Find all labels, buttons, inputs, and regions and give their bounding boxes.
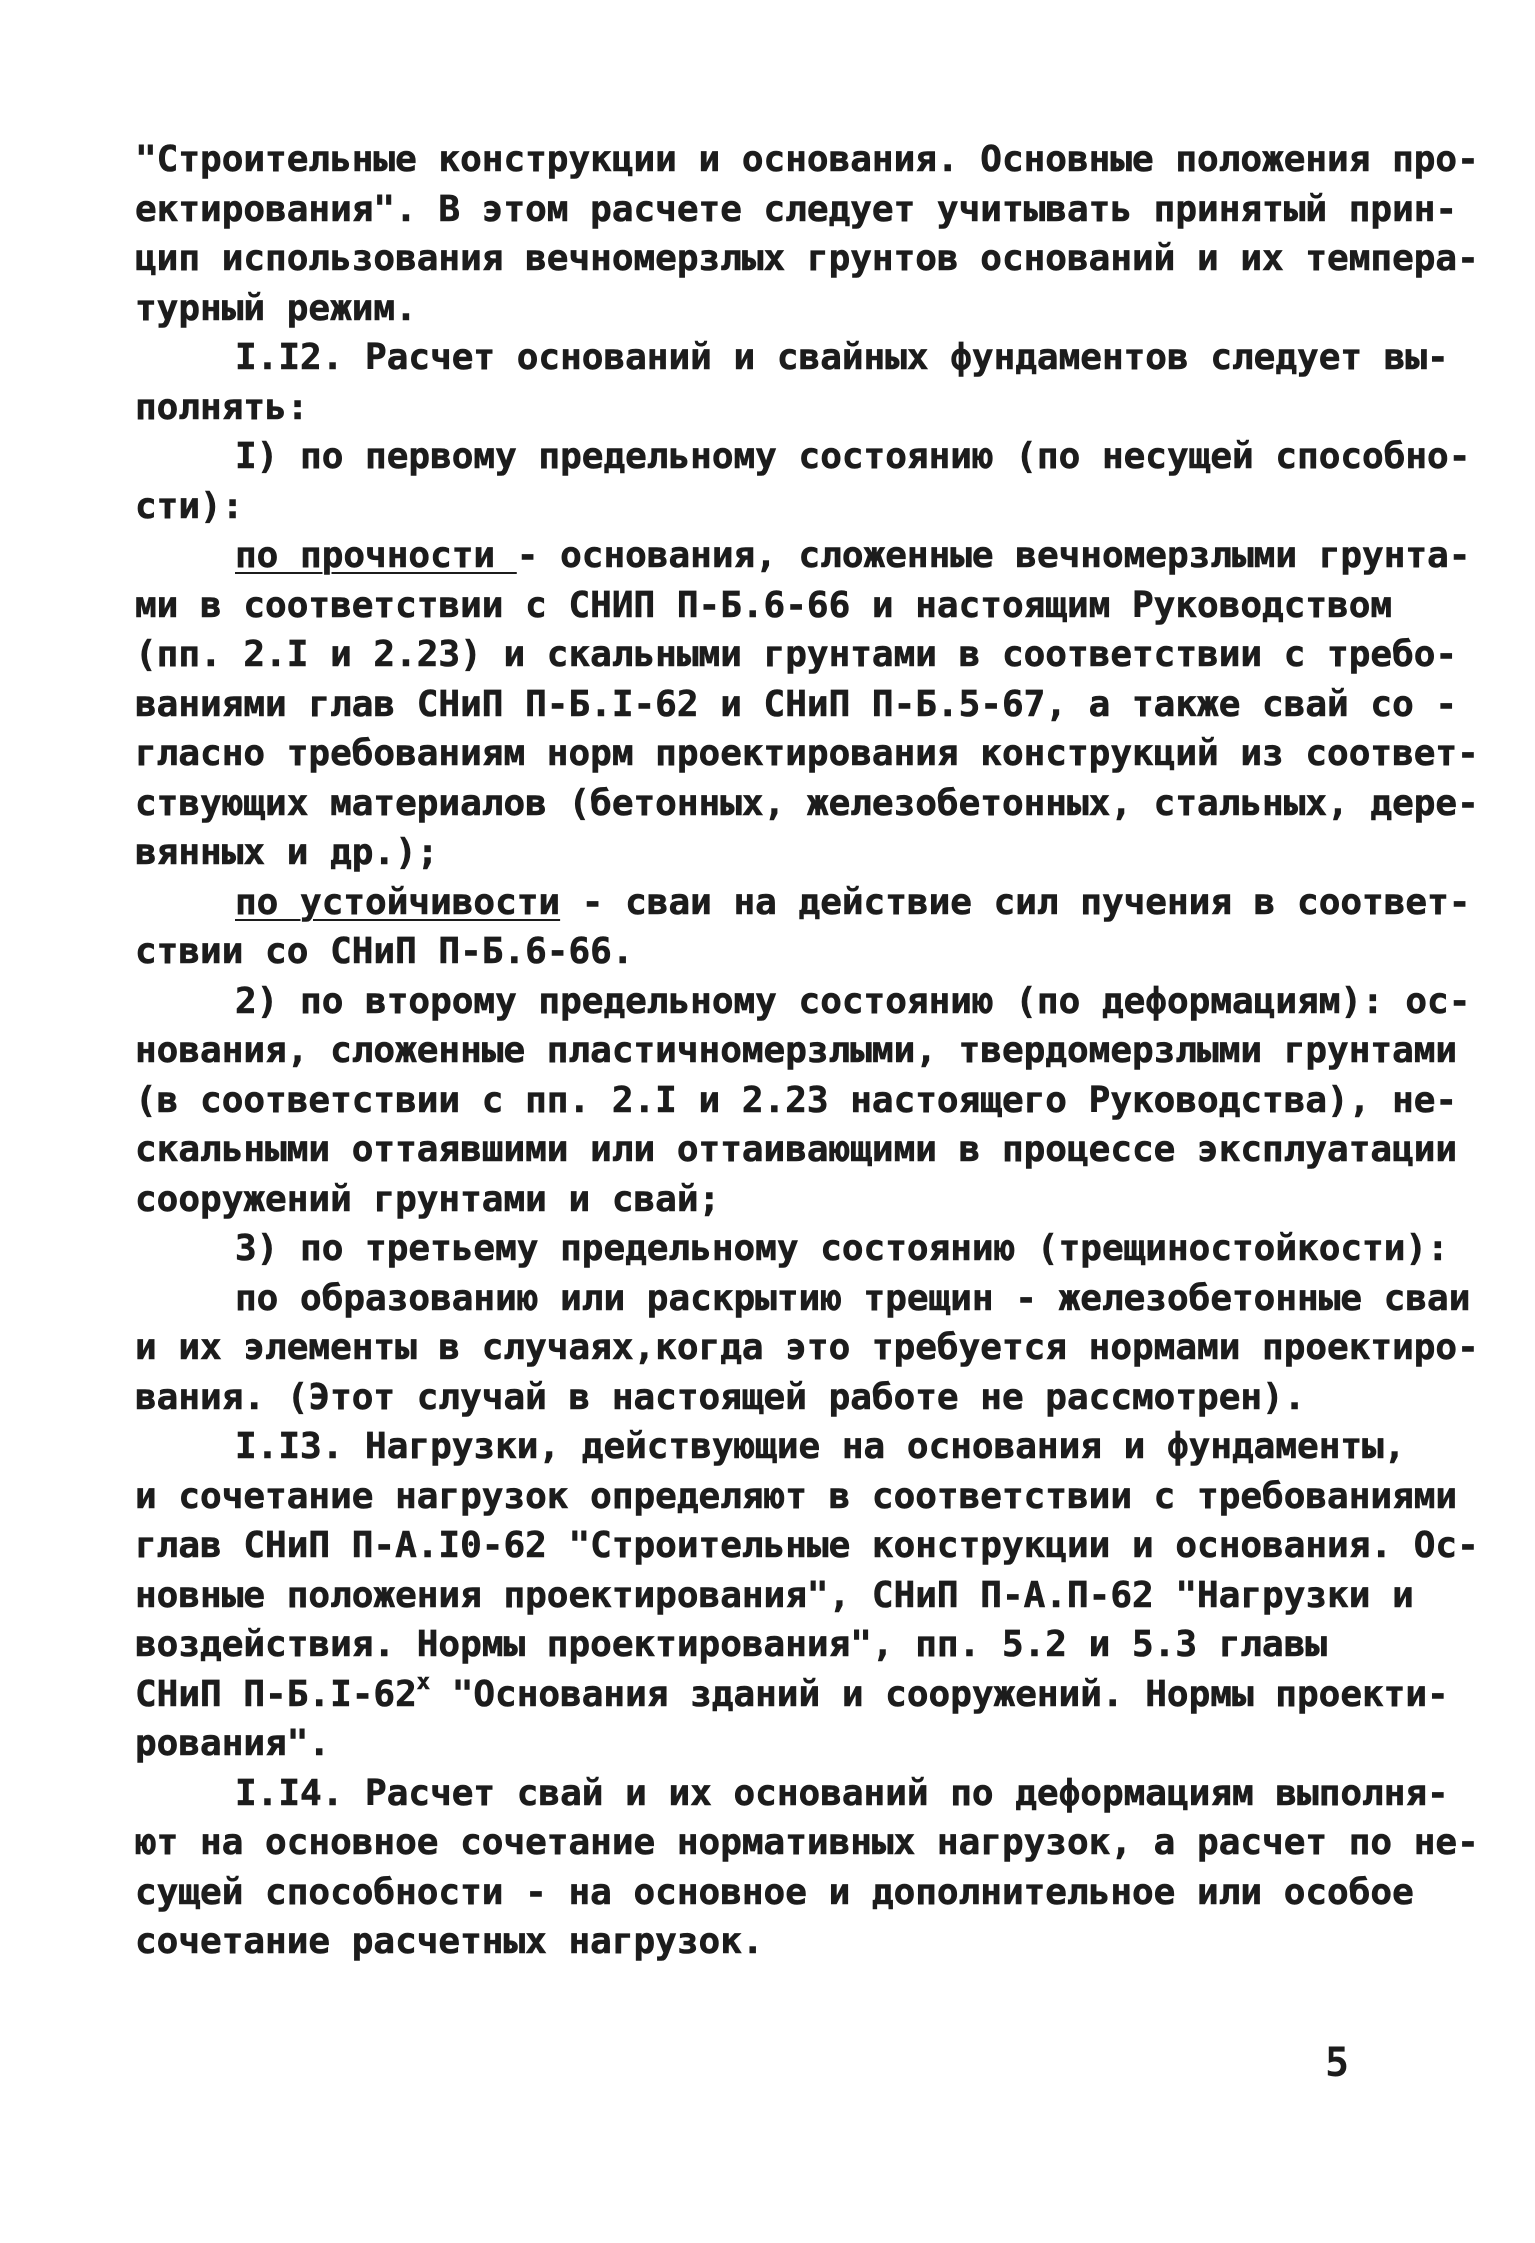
text-line: воздействия. Нормы проектирования", пп. 5.2 и 5.3 главы — [135, 1624, 1328, 1665]
body-text — [135, 135, 1479, 1967]
text-line: нования, сложенные пластичномерзлыми, твердомерзлыми грунтами — [135, 1030, 1458, 1071]
text-line: I) по первому предельному состоянию (по несущей способно- — [235, 436, 1471, 477]
text-line: вания. (Этот случай в настоящей работе не рассмотрен). — [135, 1376, 1306, 1418]
text-line — [135, 878, 1471, 928]
text-line: сти): — [135, 485, 244, 527]
superscript-mark: x — [416, 1669, 431, 1695]
text-line: (пп. 2.I и 2.23) и скальными грунтами в соответствии с требо- — [135, 634, 1458, 675]
text-line: сооружений грунтами и свай; — [135, 1178, 721, 1220]
text-line: вянных и др.); — [135, 832, 439, 873]
underlined-term: по прочности — [235, 535, 517, 576]
text-span: - основания, сложенные вечномерзлыми грунта- — [516, 535, 1471, 576]
text-line: полнять: — [135, 386, 309, 428]
text-line: ектирования". В этом расчете следует учитывать принятый прин- — [135, 188, 1458, 230]
text-span: "Основания зданий и сооружений. Нормы проекти- — [430, 1673, 1449, 1715]
text-line: гласно требованиям норм проектирования конструкций из соответ- — [135, 733, 1479, 774]
text-line: ми в соответствии с СНИП П-Б.6-66 и настоящим Руководством — [135, 584, 1393, 626]
text-line: новные положения проектирования", СНиП П-А.П-62 "Нагрузки и — [135, 1574, 1414, 1616]
text-line: ствующих материалов (бетонных, железобетонных, стальных, дере- — [135, 782, 1479, 824]
text-line: I.I4. Расчет свай и их оснований по деформациям выполня- — [235, 1772, 1449, 1814]
text-line: ствии со СНиП П-Б.6-66. — [135, 931, 634, 972]
text-line: и их элементы в случаях,когда это требуется нормами проектиро- — [135, 1327, 1479, 1368]
text-line: I.I2. Расчет оснований и свайных фундаментов следует вы- — [235, 337, 1449, 378]
text-line: ваниями глав СНиП П-Б.I-62 и СНиП П-Б.5-67, а также свай со - — [135, 683, 1458, 725]
text-line: и сочетание нагрузок определяют в соответствии с требованиями — [135, 1475, 1458, 1517]
text-line: сущей способности - на основное и дополнительное или особое — [135, 1871, 1414, 1913]
text-line: сочетание расчетных нагрузок. — [135, 1921, 764, 1962]
text-line: рования". — [135, 1723, 331, 1764]
text-span: СНиП П-Б.I-62 — [135, 1673, 417, 1715]
text-line: цип использования вечномерзлых грунтов оснований и их темпера- — [135, 238, 1479, 279]
text-line: 2) по второму предельному состоянию (по деформациям): ос- — [235, 980, 1471, 1022]
page-number: 5 — [1325, 2040, 1350, 2086]
text-line: глав СНиП П-А.I0-62 "Строительные конструкции и основания. Ос- — [135, 1525, 1479, 1566]
text-line — [135, 531, 1471, 581]
text-line — [135, 1669, 1449, 1720]
text-line: ют на основное сочетание нормативных нагрузок, а расчет по не- — [135, 1822, 1479, 1863]
text-line: по образованию или раскрытию трещин - железобетонные сваи — [235, 1277, 1471, 1319]
text-span: - сваи на действие сил пучения в соответ- — [560, 881, 1471, 923]
text-line: "Строительные конструкции и основания. Основные положения про- — [135, 139, 1479, 180]
text-line: I.I3. Нагрузки, действующие на основания и фундаменты, — [235, 1426, 1406, 1467]
text-line: (в соответствии с пп. 2.I и 2.23 настоящего Руководства), не- — [135, 1079, 1458, 1121]
text-line: скальными оттаявшими или оттаивающими в процессе эксплуатации — [135, 1129, 1458, 1170]
text-line: 3) по третьему предельному состоянию (трещиностойкости): — [235, 1228, 1449, 1269]
underlined-term: по устойчивости — [235, 881, 561, 923]
text-line: турный режим. — [135, 287, 417, 329]
